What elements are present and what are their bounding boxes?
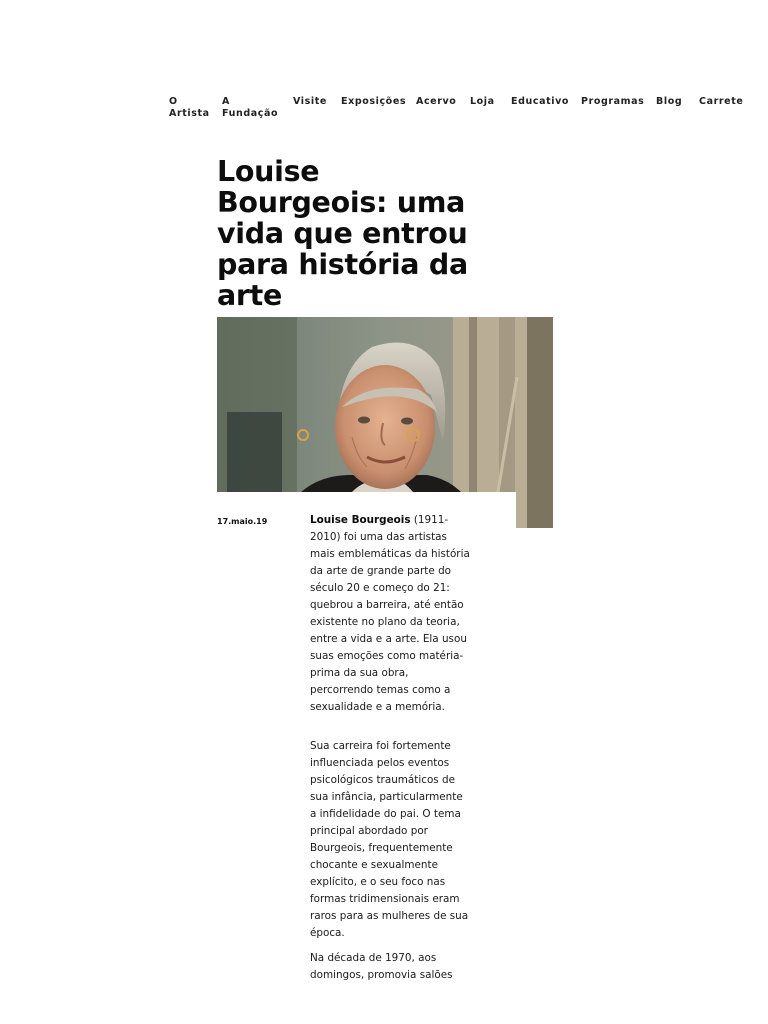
nav-item-a-fundacao[interactable]: [222, 96, 279, 120]
nav-item-educativo[interactable]: Educativo: [511, 96, 570, 107]
nav-item-blog[interactable]: Blog: [656, 96, 683, 107]
artist-name: Louise Bourgeois: [310, 514, 411, 526]
nav-item-label-line1: A: [222, 96, 230, 107]
paragraph-3: Na década de 1970, aos domingos, promovia salões: [310, 952, 453, 981]
paragraph-2: Sua carreira foi fortemente influenciada pelos eventos psicológicos traumáticos de sua infância, particularmente a infidelidade do pai. O tema principal abordado por Bourgeois, frequentemente chocante e sexualmente explícito, e o seu foco nas formas tridimensionais eram raros para as mulheres de sua época.: [310, 740, 469, 939]
nav-item-o-artista[interactable]: [169, 96, 221, 120]
main-nav: [169, 96, 744, 126]
nav-item-programas[interactable]: Programas: [581, 96, 645, 107]
nav-item-loja[interactable]: Loja: [470, 96, 495, 107]
nav-item-exposicoes[interactable]: Exposições: [341, 96, 407, 107]
nav-item-acervo[interactable]: Acervo: [416, 96, 457, 107]
nav-item-label-line2: Artista: [169, 108, 210, 119]
nav-item-label-line1: O: [169, 96, 178, 107]
article-title: Louise Bourgeois: uma vida que entrou para história da arte: [217, 155, 468, 312]
paragraph-1: [310, 512, 470, 716]
paragraph-1-text: (1911-2010) foi uma das artistas mais emblemáticas da história da arte de grande parte do século 20 e começo do 21: quebrou a barreira, até então existente no plano da teoria, entre a vida e a arte. Ela usou suas emoções como matéria-prima da sua obra, percorrendo temas como a sexualidade e a memória.: [310, 514, 470, 713]
nav-item-carrinho[interactable]: Carrete: [699, 96, 744, 107]
nav-item-visite[interactable]: Visite: [293, 96, 327, 107]
article-body: [310, 512, 470, 984]
article-date: 17.maio.19: [217, 517, 268, 526]
nav-item-label-line2: Fundação: [222, 108, 279, 119]
